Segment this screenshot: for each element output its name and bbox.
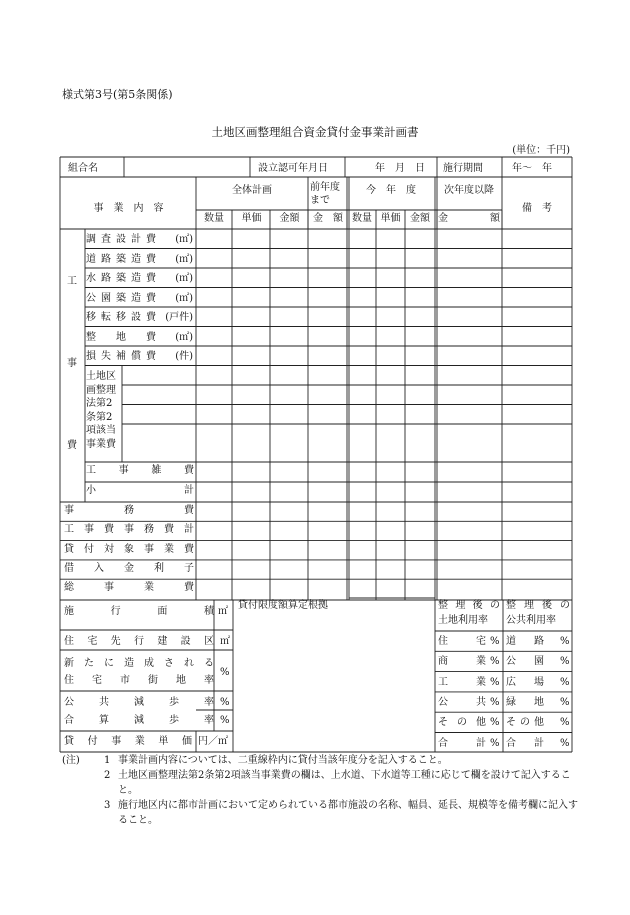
area-unit: ㎡ (218, 606, 228, 617)
public-use-label: 公 園 (506, 656, 544, 668)
note-3 (62, 798, 582, 828)
summary-row-label: 貸付対象事業費 (64, 543, 194, 555)
public-reduction-percent: % (220, 697, 230, 708)
housing-area-label: 住宅先行建設区 (64, 636, 214, 647)
housing-area-unit: ㎡ (220, 636, 230, 647)
land-use-after-line1: 整理後の (438, 600, 500, 611)
new-urban-line2: 住宅市街地率 (64, 675, 214, 686)
construction-item-label: 水路築造費 (86, 273, 156, 284)
construction-item-unit: (㎡) (175, 273, 193, 284)
land-use-percent: % (490, 676, 500, 688)
land-use-percent: % (490, 717, 500, 729)
period-value: 年～ 年 (512, 163, 552, 174)
land-use-label: 商 業 (438, 656, 486, 668)
land-use-percent: % (490, 636, 500, 647)
note-text: 土地区画整理法第2条第2項該当事業費の欄は、上水道、下水道等工種に応じて欄を設けて記入すること。 (118, 770, 571, 796)
this-year-heading: 今 年 度 (366, 185, 416, 196)
prior-amount-heading: 金 額 (313, 213, 343, 224)
construction-item-label: 調査設計費 (86, 234, 156, 245)
summary-row-label: 借 入 金 利 子 (64, 562, 194, 574)
public-use-label: その他 (506, 717, 544, 729)
overall-unit-price-heading: 単価 (241, 213, 262, 224)
construction-item-unit: (㎡) (175, 292, 193, 304)
unit-label: (単位：千円) (512, 145, 570, 156)
land-use-label: 合 計 (438, 737, 486, 749)
note-1 (62, 753, 582, 768)
form-number: 様式第3号(第5条関係) (62, 88, 173, 101)
public-use-after-line1: 整理後の (506, 600, 570, 611)
overall-amount-heading: 金額 (279, 213, 300, 224)
construction-item-unit: (㎡) (175, 331, 193, 343)
note-number: 2 (104, 770, 111, 781)
construction-item-label: 移転移設費 (86, 312, 156, 323)
this-amount-heading: 金額 (410, 213, 430, 224)
loan-limit-basis-label: 貸付限度額算定根拠 (238, 600, 328, 611)
construction-item-unit: (件) (175, 351, 193, 362)
remarks-heading: 備 考 (522, 203, 552, 214)
land-use-label: 住 宅 (438, 636, 486, 647)
construction-cost-group-char: 費 (67, 440, 77, 451)
public-reduction-label: 公 共 減 歩 率 (64, 697, 214, 708)
construction-item-label: 整 地 費 (86, 331, 156, 343)
construction-item-label: 損失補償費 (86, 351, 156, 362)
next-amount-heading: 金 額 (438, 213, 500, 224)
construction-item-unit: (㎡) (175, 234, 193, 245)
loan-unit-price-unit: 円／㎡ (198, 736, 228, 747)
construction-cost-group-char: 工 (67, 276, 77, 287)
article2-item-label: 土地区画整理法第2条第2項該当事業費 (86, 371, 116, 450)
public-use-label: 緑 地 (506, 696, 544, 708)
misc-construction-label: 工 事 雑 費 (86, 465, 194, 476)
subtotal-label: 小 計 (86, 485, 194, 496)
notes-section (62, 753, 582, 828)
public-use-label: 道 路 (506, 636, 544, 647)
public-use-after-line2: 公共利用率 (506, 615, 556, 626)
summary-row-label: 工事費事務費計 (64, 524, 194, 536)
next-year-heading: 次年度以降 (444, 185, 494, 196)
construction-item-unit: (戸件) (165, 312, 193, 323)
new-urban-percent: % (220, 667, 230, 678)
construction-item-label: 公園築造費 (86, 292, 156, 304)
public-use-percent: % (560, 656, 570, 668)
loan-unit-price-label: 貸付事業単価 (64, 736, 192, 747)
construction-item-label: 道路築造費 (86, 253, 156, 265)
land-use-label: 工 業 (438, 676, 486, 688)
note-number: 1 (104, 755, 111, 766)
land-use-percent: % (490, 656, 500, 668)
land-use-label: 公 共 (438, 696, 486, 708)
public-use-percent: % (560, 737, 570, 749)
land-use-percent: % (490, 696, 500, 708)
summary-row-label: 事 務 費 (64, 505, 194, 516)
new-urban-line1: 新たに造成される (64, 658, 214, 669)
note-text: 事業計画内容については、二重線枠内に貸付当該年度分を記入すること。 (118, 755, 448, 766)
land-use-percent: % (490, 737, 500, 749)
approval-date-value: 年 月 日 (375, 163, 425, 174)
period-label: 施行期間 (443, 163, 483, 174)
public-use-label: 広 場 (506, 676, 544, 688)
construction-cost-group-char: 事 (67, 358, 77, 369)
approval-date-label: 設立認可年月日 (258, 163, 328, 174)
public-use-label: 合 計 (506, 737, 544, 749)
combined-reduction-label: 合 算 減 歩 率 (64, 715, 214, 726)
construction-item-unit: (㎡) (175, 253, 193, 265)
overall-qty-heading: 数量 (204, 213, 224, 224)
public-use-percent: % (560, 636, 570, 647)
this-unit-price-heading: 単価 (380, 213, 401, 224)
public-use-percent: % (560, 717, 570, 729)
note-text: 施行地区内に都市計画において定められている都市施設の名称、幅員、延長、規模等を備考欄に記入すること。 (118, 800, 578, 826)
overall-plan-heading: 全体計画 (232, 185, 272, 196)
land-use-label: そ の 他 (438, 717, 486, 729)
project-content-heading: 事 業 内 容 (93, 203, 164, 214)
notes-label: (注) (62, 755, 80, 766)
area-label: 施 行 面 積 (64, 606, 214, 617)
public-use-percent: % (560, 696, 570, 708)
document-title: 土地区画整理組合資金貸付金事業計画書 (211, 125, 419, 139)
this-qty-heading: 数量 (352, 213, 372, 224)
public-use-percent: % (560, 676, 570, 688)
combined-reduction-percent: % (220, 715, 230, 726)
summary-row-label: 総 事 業 費 (64, 582, 194, 594)
land-use-after-line2: 土地利用率 (438, 615, 488, 626)
note-2 (62, 768, 582, 798)
note-number: 3 (104, 800, 111, 811)
prior-year-heading: 前年度まで (310, 182, 340, 206)
union-name-label: 組合名 (68, 163, 98, 174)
